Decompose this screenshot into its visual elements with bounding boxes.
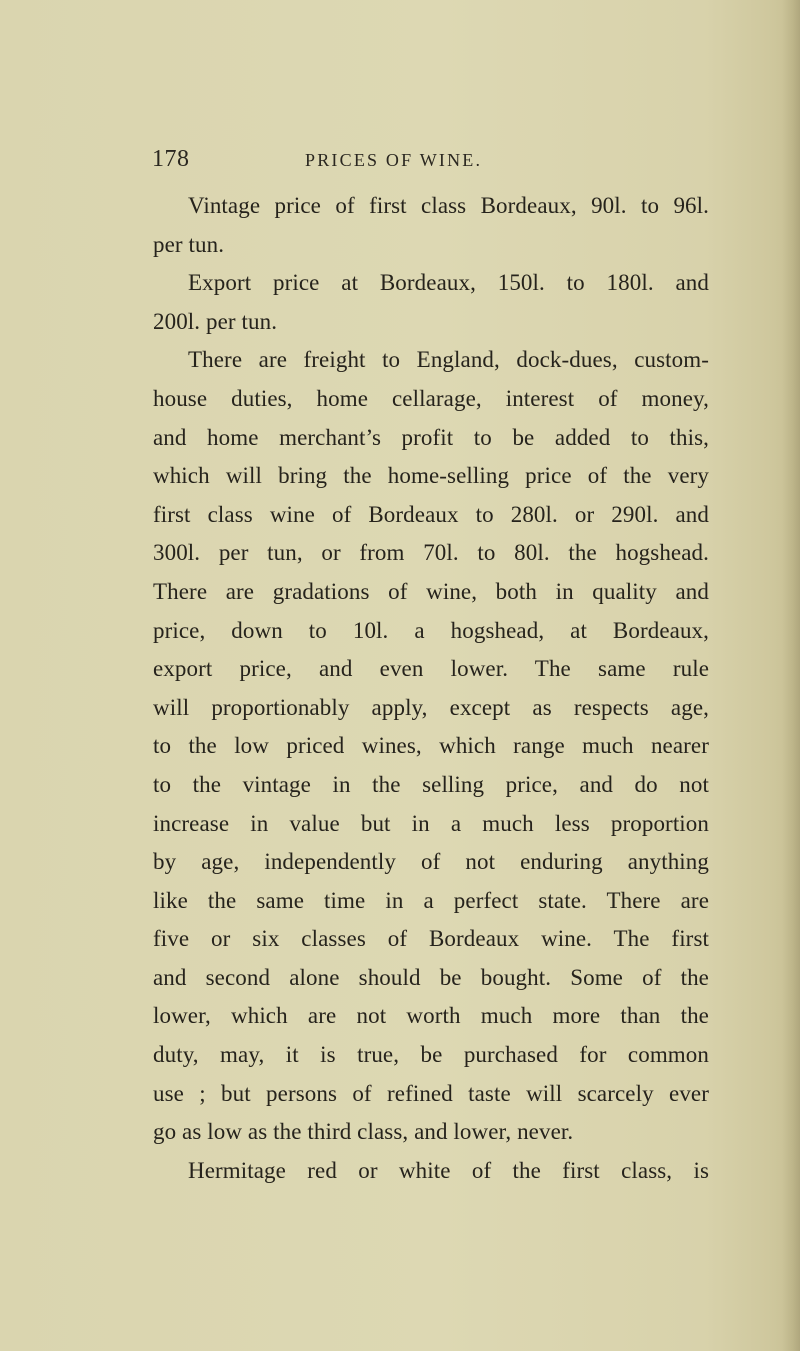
- text-line: export price, and even lower. The same rule: [153, 656, 709, 682]
- text-line: There are gradations of wine, both in quality and: [153, 578, 709, 604]
- text-line: house duties, home cellarage, interest of money,: [153, 385, 709, 411]
- text-line: duty, may, it is true, be purchased for common: [153, 1042, 709, 1068]
- text-line: and second alone should be bought. Some of the: [153, 964, 709, 990]
- page-header: [0, 146, 800, 180]
- body-text: [153, 187, 709, 1190]
- text-line: There are freight to England, dock-dues, custom-: [188, 347, 709, 373]
- text-line: and home merchant’s profit to be added to this,: [153, 424, 709, 450]
- page-number: 178: [152, 146, 190, 172]
- text-line: lower, which are not worth much more than the: [153, 1003, 709, 1029]
- running-title: PRICES OF WINE.: [305, 150, 483, 170]
- text-line: will proportionably apply, except as respects age,: [153, 694, 709, 720]
- text-line: Vintage price of first class Bordeaux, 90l. to 96l.: [188, 193, 709, 218]
- text-line: 300l. per tun, or from 70l. to 80l. the hogshead.: [153, 540, 709, 566]
- text-line: price, down to 10l. a hogshead, at Bordeaux,: [153, 617, 709, 643]
- text-line: to the low priced wines, which range much nearer: [153, 733, 709, 759]
- text-line: to the vintage in the selling price, and do not: [153, 771, 709, 797]
- text-line: per tun.: [153, 231, 225, 257]
- text-line: five or six classes of Bordeaux wine. The first: [153, 926, 709, 952]
- text-line: 200l. per tun.: [153, 308, 278, 334]
- text-line: use ; but persons of refined taste will scarcely ever: [153, 1080, 709, 1106]
- text-line: Hermitage red or white of the first class, is: [188, 1157, 709, 1183]
- text-line: first class wine of Bordeaux to 280l. or 290l. and: [153, 501, 709, 527]
- text-line: go as low as the third class, and lower, never.: [153, 1119, 574, 1145]
- text-line: increase in value but in a much less proportion: [153, 810, 709, 836]
- text-line: like the same time in a perfect state. There are: [153, 887, 709, 913]
- text-line: by age, independently of not enduring anything: [153, 849, 709, 875]
- text-line: Export price at Bordeaux, 150l. to 180l. and: [188, 270, 709, 296]
- page-edge-shadow: [782, 0, 800, 1351]
- text-line: which will bring the home-selling price of the very: [153, 463, 709, 489]
